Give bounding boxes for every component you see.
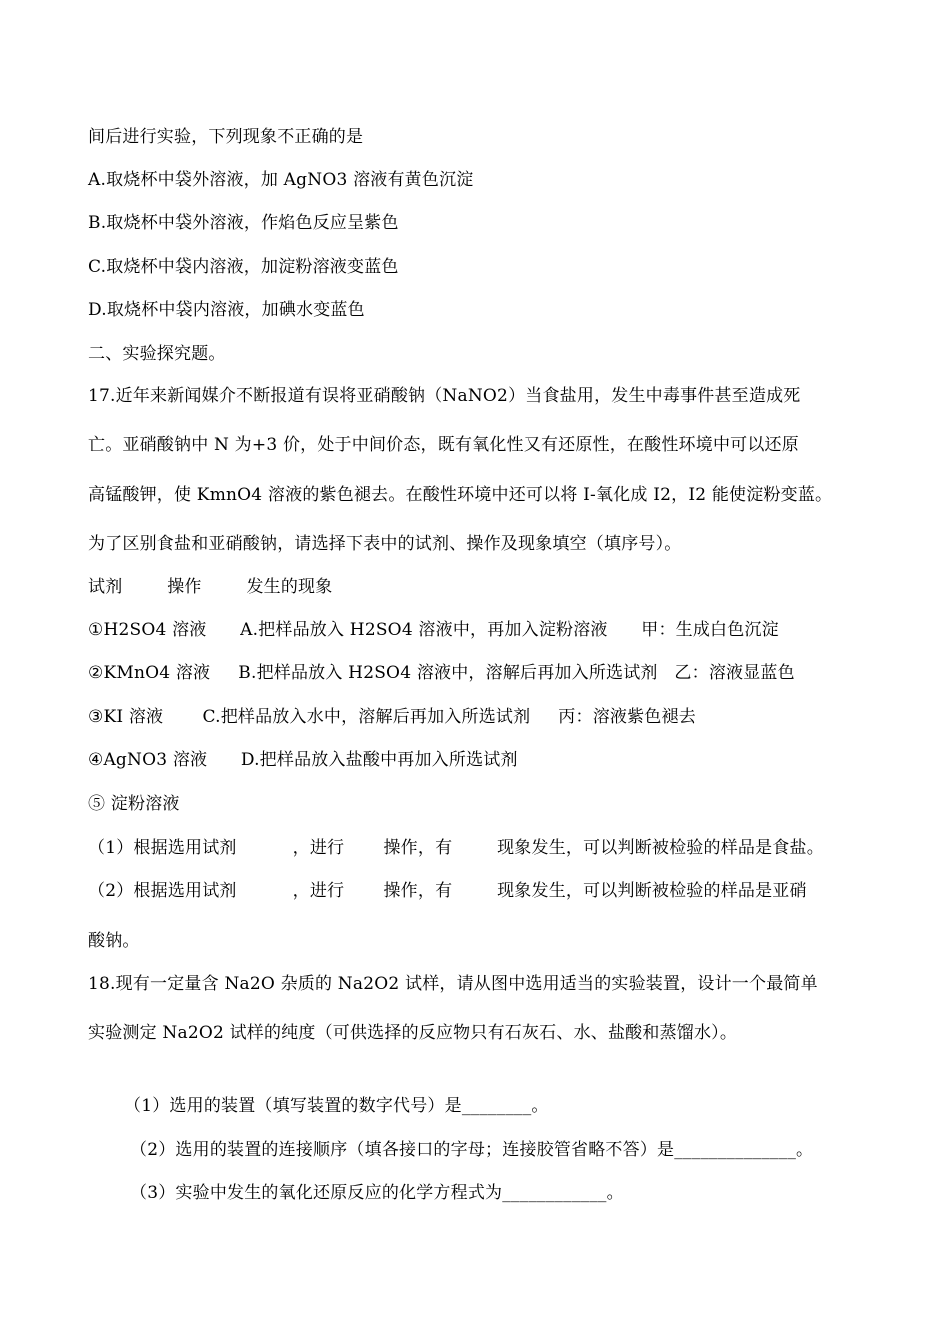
- q18-subquestion-2: （2）选用的装置的连接顺序（填各接口的字母；连接胶管省略不答）是______________。: [130, 1140, 814, 1160]
- q17-line-1: 17.近年来新闻媒介不断报道有误将亚硝酸钠（NaNO2）当食盐用，发生中毒事件甚至造成死: [88, 386, 801, 406]
- q18-subquestion-3: （3）实验中发生的氧化还原反应的化学方程式为____________。: [130, 1183, 624, 1203]
- q17-subquestion-2: （2）根据选用试剂 ，进行 操作，有 现象发生，可以判断被检验的样品是亚硝: [88, 881, 807, 901]
- q17-subquestion-1: （1）根据选用试剂 ，进行 操作，有 现象发生，可以判断被检验的样品是食盐。: [88, 838, 824, 858]
- q17-table-header: 试剂 操作 发生的现象: [88, 577, 333, 597]
- q16-option-b: B.取烧杯中袋外溶液，作焰色反应呈紫色: [88, 213, 399, 233]
- q17-table-row-2: ②KMnO4 溶液 B.把样品放入 H2SO4 溶液中，溶解后再加入所选试剂 乙：溶液显蓝色: [88, 663, 795, 683]
- q16-option-c: C.取烧杯中袋内溶液，加淀粉溶液变蓝色: [88, 257, 399, 277]
- q18-subquestion-1: （1）选用的装置（填写装置的数字代号）是________。: [124, 1096, 549, 1116]
- q16-option-a: A.取烧杯中袋外溶液，加 AgNO3 溶液有黄色沉淀: [88, 170, 474, 190]
- q17-line-4: 为了区别食盐和亚硝酸钠，请选择下表中的试剂、操作及现象填空（填序号）。: [88, 534, 682, 554]
- q17-table-row-1: ①H2SO4 溶液 A.把样品放入 H2SO4 溶液中，再加入淀粉溶液 甲：生成白色沉淀: [88, 620, 779, 640]
- q17-table-row-4: ④AgNO3 溶液 D.把样品放入盐酸中再加入所选试剂: [88, 750, 518, 770]
- q17-subquestion-2-cont: 酸钠。: [88, 931, 140, 951]
- q17-line-3: 高锰酸钾，使 KmnO4 溶液的紫色褪去。在酸性环境中还可以将 I-氧化成 I2，I2 能使淀粉变蓝。: [88, 485, 833, 505]
- section-heading: 二、实验探究题。: [88, 344, 226, 364]
- q16-option-d: D.取烧杯中袋内溶液，加碘水变蓝色: [88, 300, 365, 320]
- q18-line-1: 18.现有一定量含 Na2O 杂质的 Na2O2 试样，请从图中选用适当的实验装置，设计一个最简单: [88, 974, 818, 994]
- q17-table-row-5: ⑤ 淀粉溶液: [88, 794, 180, 814]
- q17-table-row-3: ③KI 溶液 C.把样品放入水中，溶解后再加入所选试剂 丙：溶液紫色褪去: [88, 707, 696, 727]
- q17-line-2: 亡。亚硝酸钠中 N 为+3 价，处于中间价态，既有氧化性又有还原性，在酸性环境中可以还原: [88, 435, 799, 455]
- q16-stem-continuation: 间后进行实验，下列现象不正确的是: [88, 127, 364, 147]
- q18-line-2: 实验测定 Na2O2 试样的纯度（可供选择的反应物只有石灰石、水、盐酸和蒸馏水）。: [88, 1023, 738, 1043]
